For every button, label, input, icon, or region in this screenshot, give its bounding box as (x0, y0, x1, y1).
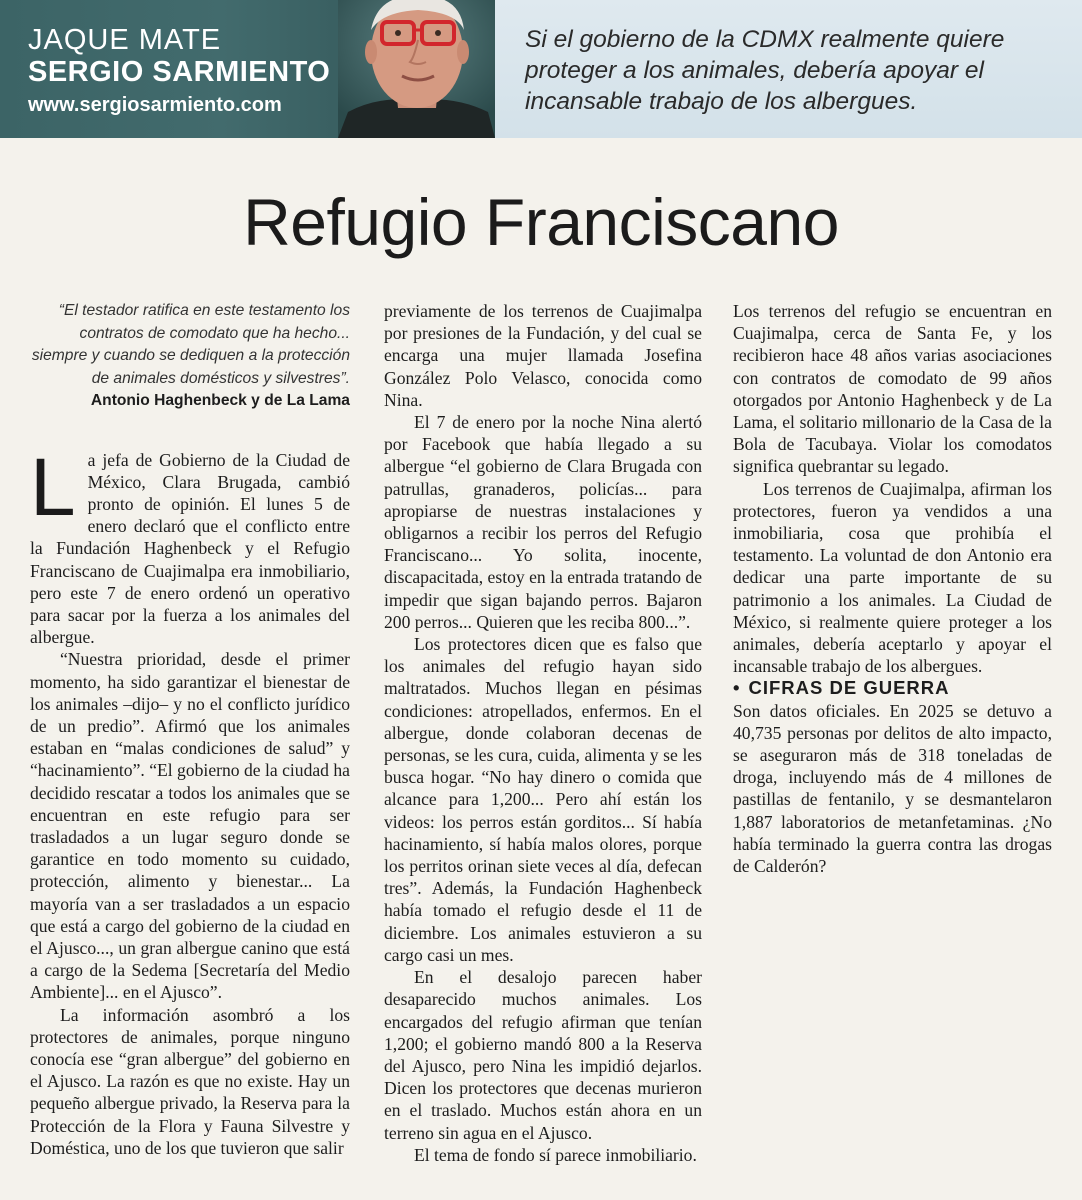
portrait-illustration (338, 0, 495, 138)
lead-paragraph (30, 441, 350, 649)
article-column-3 (733, 300, 1052, 877)
body-paragraph: La información asombró a los protectores de animales, porque ninguno conocía ese “gran albergue” del gobierno en el Ajusco. La razón es que no existe. Hay un pequeño albergue privado, la Reserva para la Protección de la Flora y Fauna Silvestre y Doméstica, uno de los que tuvieron que salir (30, 1004, 350, 1158)
body-paragraph: En el desalojo parecen haber desaparecido muchos animales. Los encargados del refugio afirman que tenían 1,200; el gobierno mandó 800 a la Reserva del Ajusco, pero Nina les impidió dejarlos. Dicen los protectores que decenas murieron en el traslado. Muchos están ahora en un terreno sin agua en el Ajusco. (384, 967, 702, 1143)
drop-cap: L (30, 441, 76, 533)
body-paragraph-continued: Los terrenos del refugio se encuentran en Cuajimalpa, cerca de Santa Fe, y los recibieron hace 48 años varias asociaciones con contratos de comodato de 99 años otorgados por Antonio Haghenbeck y de La Lama, el solitario millonario de la Casa de la Bola de Tacubaya. Violar los comodatos significa quebrantar su legado. (733, 301, 1052, 477)
epigraph-author: Antonio Haghenbeck y de La Lama (90, 392, 350, 410)
column-brand (0, 0, 495, 138)
author-website: www.sergiosarmiento.com (28, 94, 282, 116)
article-title: Refugio Franciscano (243, 185, 839, 259)
epigraph-quote: “El testador ratifica en este testamento los contratos de comodato que ha hecho... siempre y cuando se dediquen a la protección de animales domésticos y silvestres”. (31, 302, 350, 387)
body-paragraph: El 7 de enero por la noche Nina alertó por Facebook que había llegado a su albergue “el gobierno de Clara Brugada con patrullas, granaderos, policías... para apropiarse de nuestras instalaciones y obligarnos a recibir los perros del Refugio Franciscano... Yo solita, inocente, discapacitada, estoy en la entrada tratando de impedir que sigan bajando perros. Bajaron 200 perros... Quieren que les reciba 800...”. (384, 412, 703, 632)
brand-text (28, 24, 330, 120)
article-column-2 (384, 300, 702, 1166)
author-portrait (338, 0, 495, 138)
author-name: SERGIO SARMIENTO (28, 56, 331, 88)
body-paragraph: “Nuestra prioridad, desde el primer momento, ha sido garantizar el bienestar de los animales –dijo– y no el conflicto jurídico de un predio”. Afirmó que los animales estaban en “malas condiciones de salud” y “hacinamiento”. “El gobierno de la ciudad ha decidido rescatar a todos los animales que se encuentran en este refugio para ser trasladados a un lugar seguro donde se garantice en todo momento su cuidado, protección, alimento y bienestar... La mayoría van a ser trasladados a un espacio que está a cargo del gobierno de la ciudad en el Ajusco..., un gran albergue canino que está a cargo de la Sedema [Secretaría del Medio Ambiente]... en el Ajusco”. (30, 649, 350, 1003)
body-paragraph: Los terrenos de Cuajimalpa, afirman los protectores, fueron ya vendidos a una inmobiliaria, cosa que prohibía el testamento. La voluntad de don Antonio era dedicar una parte importante de su patrimonio a los animales. La Ciudad de México, si realmente quiere proteger a los animales, debería aceptarlo y apoyar el incansable trabajo de los albergues. (733, 478, 1052, 677)
tagline-box (495, 0, 1082, 138)
lead-paragraph-text: a jefa de Gobierno de la Ciudad de México, Clara Brugada, cambió pronto de opinión. El lunes 5 de enero declaró que el conflicto entre la Fundación Haghenbeck y el Refugio Franciscano de Cuajimalpa era inmobiliario, pero este 7 de enero ordenó un operativo para sacar por la fuerza a los animales del albergue. (30, 449, 350, 648)
subhead-text: CIFRAS DE GUERRA (748, 677, 950, 699)
column-tagline: Si el gobierno de la CDMX realmente quiere proteger a los animales, debería apoyar el incansable trabajo de los albergues. (525, 26, 1005, 115)
bullet-icon: • (733, 677, 741, 699)
body-paragraph: Son datos oficiales. En 2025 se detuvo a 40,735 personas por delitos de alto impacto, se aseguraron más de 318 toneladas de droga, incluyendo más de 4 millones de pastillas de fentanilo, y se desmantelaron 1,887 laboratorios de metanfetaminas. ¿No había terminado la guerra contra las drogas de Calderón? (733, 700, 1052, 877)
column-name: JAQUE MATE (28, 24, 222, 56)
body-paragraph-continued: previamente de los terrenos de Cuajimalpa por presiones de la Fundación, y del cual se encarga una mujer llamada Josefina González Polo Velasco, conocida como Nina. (384, 301, 702, 410)
body-paragraph: El tema de fondo sí parece inmobiliario. (414, 1144, 697, 1165)
section-subhead (733, 677, 1052, 699)
column-header (0, 0, 1082, 138)
body-paragraph: Los protectores dicen que es falso que los animales del refugio hayan sido maltratados. Muchos llegan en pésimas condiciones: atropellados, enfermos. En el albergue, donde colaboran decenas de personas, se les cura, cuida, alimenta y se les busca hogar. “No hay dinero o comida que alcance para 1,200... Pero ahí están los videos: los perros están gorditos... Sí había hacinamiento, sí había malos olores, porque los perritos orinan siete veces al día, defecan tres”. Además, la Fundación Haghenbeck había tomado el refugio desde el 11 de diciembre. Los animales estuvieron a su cargo casi un mes. (384, 634, 702, 965)
article-column-1 (30, 300, 350, 1159)
